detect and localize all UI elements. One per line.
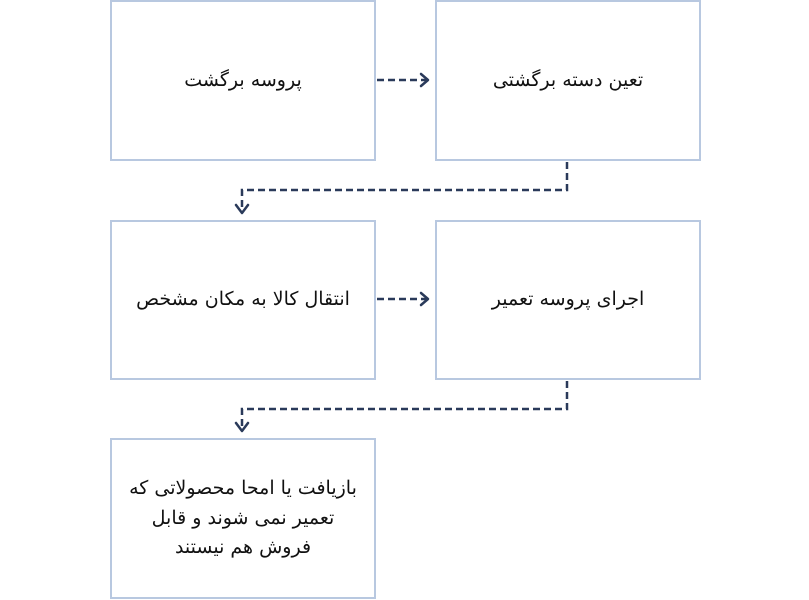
- connector-b4-b5: [242, 381, 567, 429]
- box-label: انتقال کالا به مکان مشخص: [136, 288, 350, 311]
- box-label: اجرای پروسه تعمیر: [491, 288, 645, 311]
- box-label: بازیافت یا امحا محصولاتی که تعمیر نمی شوند و قابل فروش هم نیستند: [129, 477, 357, 559]
- connector-b2-b3: [242, 162, 567, 211]
- box-label: تعین دسته برگشتی: [492, 68, 644, 91]
- box-label: پروسه برگشت: [184, 68, 302, 91]
